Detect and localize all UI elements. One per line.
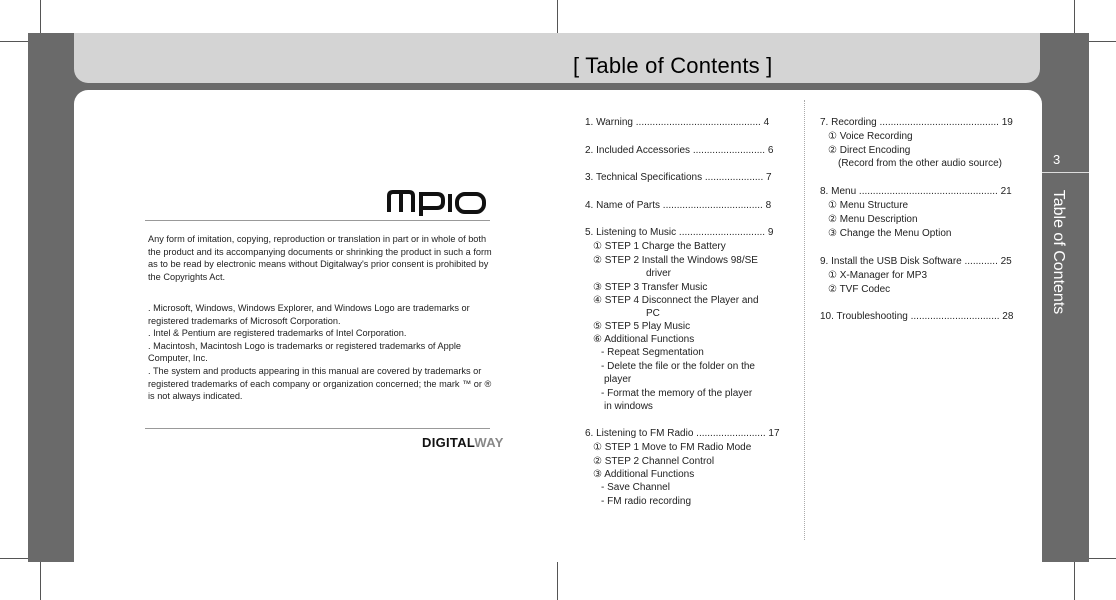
toc-sub-delete[interactable]: - Delete the file or the folder on the [601,361,755,372]
toc-entry-menu[interactable]: 8. Menu .................................................. 21 [820,186,1012,197]
toc-sub-delete-cont: player [604,374,632,385]
toc-sub-menu-description[interactable]: ② Menu Description [828,214,918,225]
toc-sub-step4-cont: PC [646,308,660,319]
toc-sub-save-channel[interactable]: - Save Channel [601,482,670,493]
toc-entry-recording[interactable]: 7. Recording ........................................... 19 [820,117,1013,128]
toc-sub-step2-cont: driver [646,268,672,279]
toc-sub-format[interactable]: - Format the memory of the player [601,388,753,399]
column-divider [804,100,805,540]
digitalway-logo [422,435,504,450]
toc-entry-parts[interactable]: 4. Name of Parts .................................... 8 [585,200,772,211]
trademark-apple: . Macintosh, Macintosh Logo is trademarks or registered trademarks of Apple Computer, Inc. [148,340,462,364]
toc-entry-specifications[interactable]: 3. Technical Specifications ..................... 7 [585,172,772,183]
bottom-rule [145,428,490,429]
toc-sub-additional[interactable]: ⑥ Additional Functions [593,334,695,345]
toc-sub-step1[interactable]: ① STEP 1 Charge the Battery [593,241,726,252]
side-tab-title: Table of Contents [1050,189,1067,315]
toc-sub-direct-encoding[interactable]: ② Direct Encoding [828,145,911,156]
toc-sub-step5[interactable]: ⑤ STEP 5 Play Music [593,321,691,332]
toc-sub-direct-encoding-note: (Record from the other audio source) [838,158,1002,169]
toc-entry-usb-software[interactable]: 9. Install the USB Disk Software ............ 25 [820,256,1012,267]
copyright-notice [148,233,493,283]
page-number: 3 [1053,152,1061,167]
toc-sub-menu-structure[interactable]: ① Menu Structure [828,200,909,211]
brand-part-b: WAY [474,435,504,450]
crop-mark [1074,558,1075,600]
crop-mark [40,558,41,600]
trademark-general: . The system and products appearing in this manual are covered by trademarks or registered trademarks of each company or organization concerned; the mark ™ or ® is not always indicated. [148,365,492,402]
toc-sub-fm-step1[interactable]: ① STEP 1 Move to FM Radio Mode [593,442,752,453]
trademark-notices [148,302,493,403]
copyright-text: Any form of imitation, copying, reproduction or translation in part or in whole of both the product and its accompanying documents or shrinking the product in such a form as to be read by electronic means without Digitalway's prior consent is prohibited by the Copyrights Act. [148,234,492,282]
toc-sub-step2[interactable]: ② STEP 2 Install the Windows 98/SE [593,255,758,266]
toc-entry-accessories[interactable]: 2. Included Accessories .......................... 6 [585,145,774,156]
toc-entry-music[interactable]: 5. Listening to Music ............................... 9 [585,227,774,238]
crop-mark [557,558,558,600]
mpio-logo [385,186,488,216]
page-title: [ Table of Contents ] [573,53,773,78]
toc-sub-tvf-codec[interactable]: ② TVF Codec [828,284,891,295]
header-bar [74,33,1040,83]
brand-part-a: DIGITAL [422,435,475,450]
toc-entry-warning[interactable]: 1. Warning ............................................. 4 [585,117,770,128]
trademark-microsoft: . Microsoft, Windows, Windows Explorer, and Windows Logo are trademarks or registered trademarks of Microsoft Corporation. [148,303,470,326]
toc-sub-voice-recording[interactable]: ① Voice Recording [828,131,913,142]
toc-sub-format-cont: in windows [604,401,653,412]
toc-sub-repeat[interactable]: - Repeat Segmentation [601,347,704,358]
toc-sub-fm-recording[interactable]: - FM radio recording [601,496,692,507]
top-rule [145,220,490,221]
toc-sub-step4[interactable]: ④ STEP 4 Disconnect the Player and [593,295,759,306]
toc-sub-step3[interactable]: ③ STEP 3 Transfer Music [593,282,708,293]
toc-sub-fm-step2[interactable]: ② STEP 2 Channel Control [593,456,715,467]
toc-sub-fm-additional[interactable]: ③ Additional Functions [593,469,695,480]
toc-entry-fm-radio[interactable]: 6. Listening to FM Radio ......................... 17 [585,428,780,439]
toc-sub-x-manager[interactable]: ① X-Manager for MP3 [828,270,927,281]
trademark-intel: . Intel & Pentium are registered trademarks of Intel Corporation. [148,328,407,339]
toc-sub-menu-option[interactable]: ③ Change the Menu Option [828,228,952,239]
page-number-divider [1042,172,1089,173]
toc-entry-troubleshooting[interactable]: 10. Troubleshooting ................................ 28 [820,311,1014,322]
